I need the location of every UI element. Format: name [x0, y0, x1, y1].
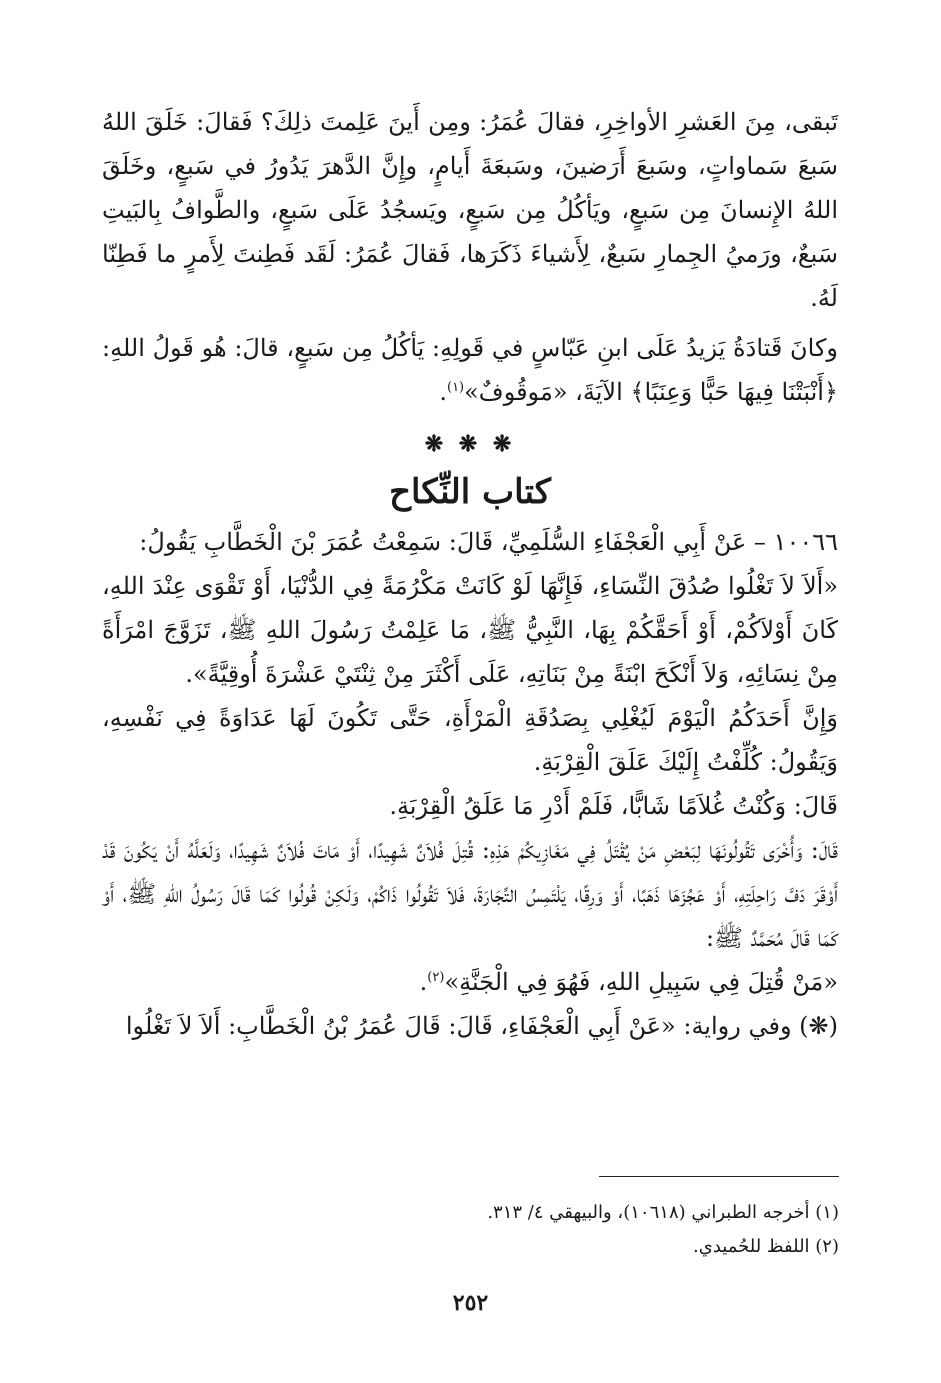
paragraph-qatada — [102, 326, 838, 414]
hadith-text-5-body: «مَنْ قُتِلَ فِي سَبِيلِ اللهِ، فَهُوَ فِي الْجَنَّةِ» — [444, 968, 838, 996]
section-divider-stars: ❋ ❋ ❋ — [424, 431, 516, 457]
page-number: ٢٥٢ — [452, 1290, 489, 1316]
footnote-ref-1: (١) — [446, 380, 465, 395]
footnote-2: (٢) اللفظ للحُميدي. — [693, 1236, 839, 1257]
hadith-text-1: «أَلاَ لاَ تَغْلُوا صُدُقَ النِّسَاءِ، فَإِنَّهَا لَوْ كَانَتْ مَكْرُمَةً فِي الدُّنْيَا، أَوْ تَقْوَى عِنْدَ اللهِ، كَانَ أَوْلاَكُمْ، أَوْ أَحَقَّكُمْ بِهَا، النَّبِيُّ ﷺ، مَا عَلِمْتُ رَسُولَ اللهِ ﷺ، تَزَوَّجَ امْرَأَةً مِنْ نِسَائِهِ، وَلاَ أَنْكَحَ ابْنَةً مِنْ بَنَاتِهِ، عَلَى أَكْثَرَ مِنْ ثِنْتَيْ عَشْرَةَ أُوقِيَّةً». — [102, 572, 838, 688]
period: . — [419, 968, 428, 996]
hadith-isnad: ١٠٠٦٦ – عَنْ أَبِي الْعَجْفَاءِ السُّلَمِيِّ، قَالَ: سَمِعْتُ عُمَرَ بْنَ الْخَطَّابِ يَقُولُ: — [139, 528, 838, 556]
hadith-riwaya: (❋) وفي رواية: «عَنْ أَبِي الْعَجْفَاءِ، قَالَ: قَالَ عُمَرُ بْنُ الْخَطَّابِ: أَلاَ لاَ تَغْلُوا — [125, 1012, 838, 1040]
footnote-1: (١) أخرجه الطبراني (١٠٦١٨)، والبيهقي ٤/ ٣١٣. — [487, 1202, 839, 1223]
footnote-divider — [599, 1176, 839, 1177]
hadith-text-2: وَإِنَّ أَحَدَكُمُ الْيَوْمَ لَيُغْلِي بِصَدُقَةِ الْمَرْأَةِ، حَتَّى تَكُونَ لَهَا عَدَاوَةً فِي نَفْسِهِ، وَيَقُولُ: كُلِّفْتُ إِلَيْكَ عَلَقَ الْقِرْبَةِ. — [102, 704, 838, 776]
chapter-title: كتاب النِّكاح — [389, 472, 551, 512]
footnotes — [103, 1196, 839, 1264]
hadith-text-4: قَالَ: وَأُخْرَى تَقُولُونَهَا لِبَعْضِ مَنْ يُقْتَلُ فِي مَغَازِيكُمْ هَذِهِ: قُتِلَ فُلاَنٌ شَهِيدًا، أَوْ مَاتَ فُلاَنٌ شَهِيدًا، وَلَعَلَّهُ أَنْ يَكُونَ قَدْ أَوْقَرَ دَفَّ رَاحِلَتِهِ، أَوْ عَجُزَهَا ذَهَبًا، أَوْ وَرِقًا، يَلْتَمِسُ التِّجَارَةَ، فَلاَ تَقُولُوا ذَاكُمْ، وَلَكِنْ قُولُوا كَمَا قَالَ رَسُولُ اللهِ ﷺ، أَوْ كَمَا قَالَ مُحَمَّدٌ ﷺ: — [102, 836, 838, 952]
paragraph-qatada-text: وكانَ قَتادَةُ يَزيدُ عَلَى ابنِ عَبّاسٍ في قَولِهِ: يَأكُلُ مِن سَبعٍ، قالَ: هُو قَولُ اللهِ: ﴿أَنْبَتْنَا فِيهَا حَبًّا وَعِنَبًا﴾ الآيَةَ، «مَوقُوفٌ» — [102, 334, 838, 406]
period: . — [439, 378, 447, 406]
hadith-text-3: قَالَ: وَكُنْتُ غُلاَمًا شَابًّا، فَلَمْ أَدْرِ مَا عَلَقُ الْقِرْبَةِ. — [389, 792, 838, 820]
page-body — [102, 100, 838, 1048]
hadith-text-5 — [102, 960, 838, 1004]
footnote-ref-2: (٢) — [427, 970, 445, 985]
paragraph-laylat-al-qadr: تَبقى، مِنَ العَشرِ الأواخِرِ، فقالَ عُمَرُ: ومِن أَينَ عَلِمتَ ذلِكَ؟ فَقالَ: خَلَقَ اللهُ سَبعَ سَماواتٍ، وسَبعَ أَرَضينَ، وسَبعَةَ أَيامٍ، وإِنَّ الدَّهرَ يَدُورُ في سَبعٍ، وخَلَقَ اللهُ الإِنسانَ مِن سَبعٍ، ويَأكُلُ مِن سَبعٍ، ويَسجُدُ عَلَى سَبعٍ، والطَّوافُ بِالبَيتِ سَبعٌ، ورَميُ الجِمارِ سَبعٌ، لِأَشياءَ ذَكَرَها، فَقالَ عُمَرُ: لَقَد فَطِنتَ لِأَمرٍ ما فَطِنّا لَهُ. — [102, 108, 839, 312]
